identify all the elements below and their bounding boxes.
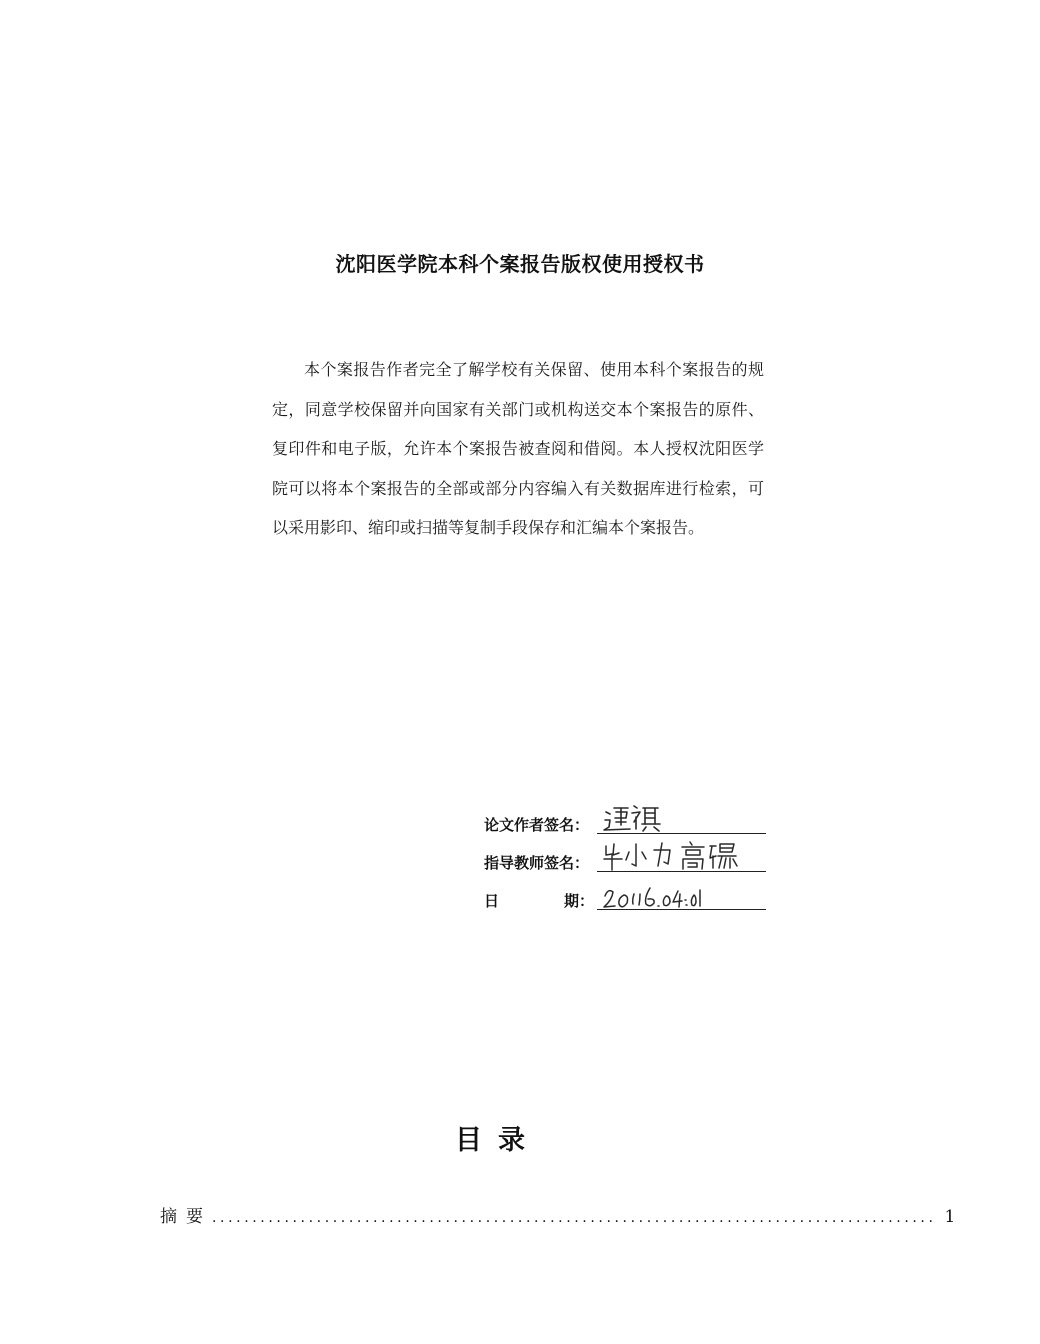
toc-entry-page-number: 1 xyxy=(944,1207,956,1227)
toc-title: 目录 xyxy=(455,1125,541,1156)
date-row xyxy=(484,876,774,914)
toc-entry-leader-dots: .......................................................................................... xyxy=(212,1210,937,1226)
advisor-signature-line xyxy=(597,871,766,872)
authorization-body: 本个案报告作者完全了解学校有关保留、使用本科个案报告的规定，同意学校保留并向国家有关部门或机构送交本个案报告的原件、复印件和电子版，允许本个案报告被查阅和借阅。本人授权沈阳医学院可以将本个案报告的全部或部分内容编入有关数据库进行检索，可以采用影印、缩印或扫描等复制手段保存和汇编本个案报告。 xyxy=(272,360,764,537)
author-signature-line xyxy=(597,833,766,834)
handwritten-date xyxy=(602,876,702,910)
toc-entry-label: 摘要 xyxy=(160,1207,212,1227)
advisor-signature-row xyxy=(484,838,774,876)
date-line xyxy=(597,909,766,910)
author-signature-row xyxy=(484,800,774,838)
author-handwritten-signature xyxy=(602,800,672,834)
advisor-signature-label: 指导教师签名： xyxy=(484,854,590,872)
author-signature-label: 论文作者签名： xyxy=(484,816,590,834)
date-label-day: 日 xyxy=(484,892,500,910)
advisor-handwritten-signature xyxy=(602,838,742,872)
date-label-period: 期： xyxy=(564,892,595,910)
authorization-title: 沈阳医学院本科个案报告版权使用授权书 xyxy=(335,252,705,276)
toc-entry[interactable] xyxy=(160,1202,956,1227)
signature-block xyxy=(484,800,774,914)
